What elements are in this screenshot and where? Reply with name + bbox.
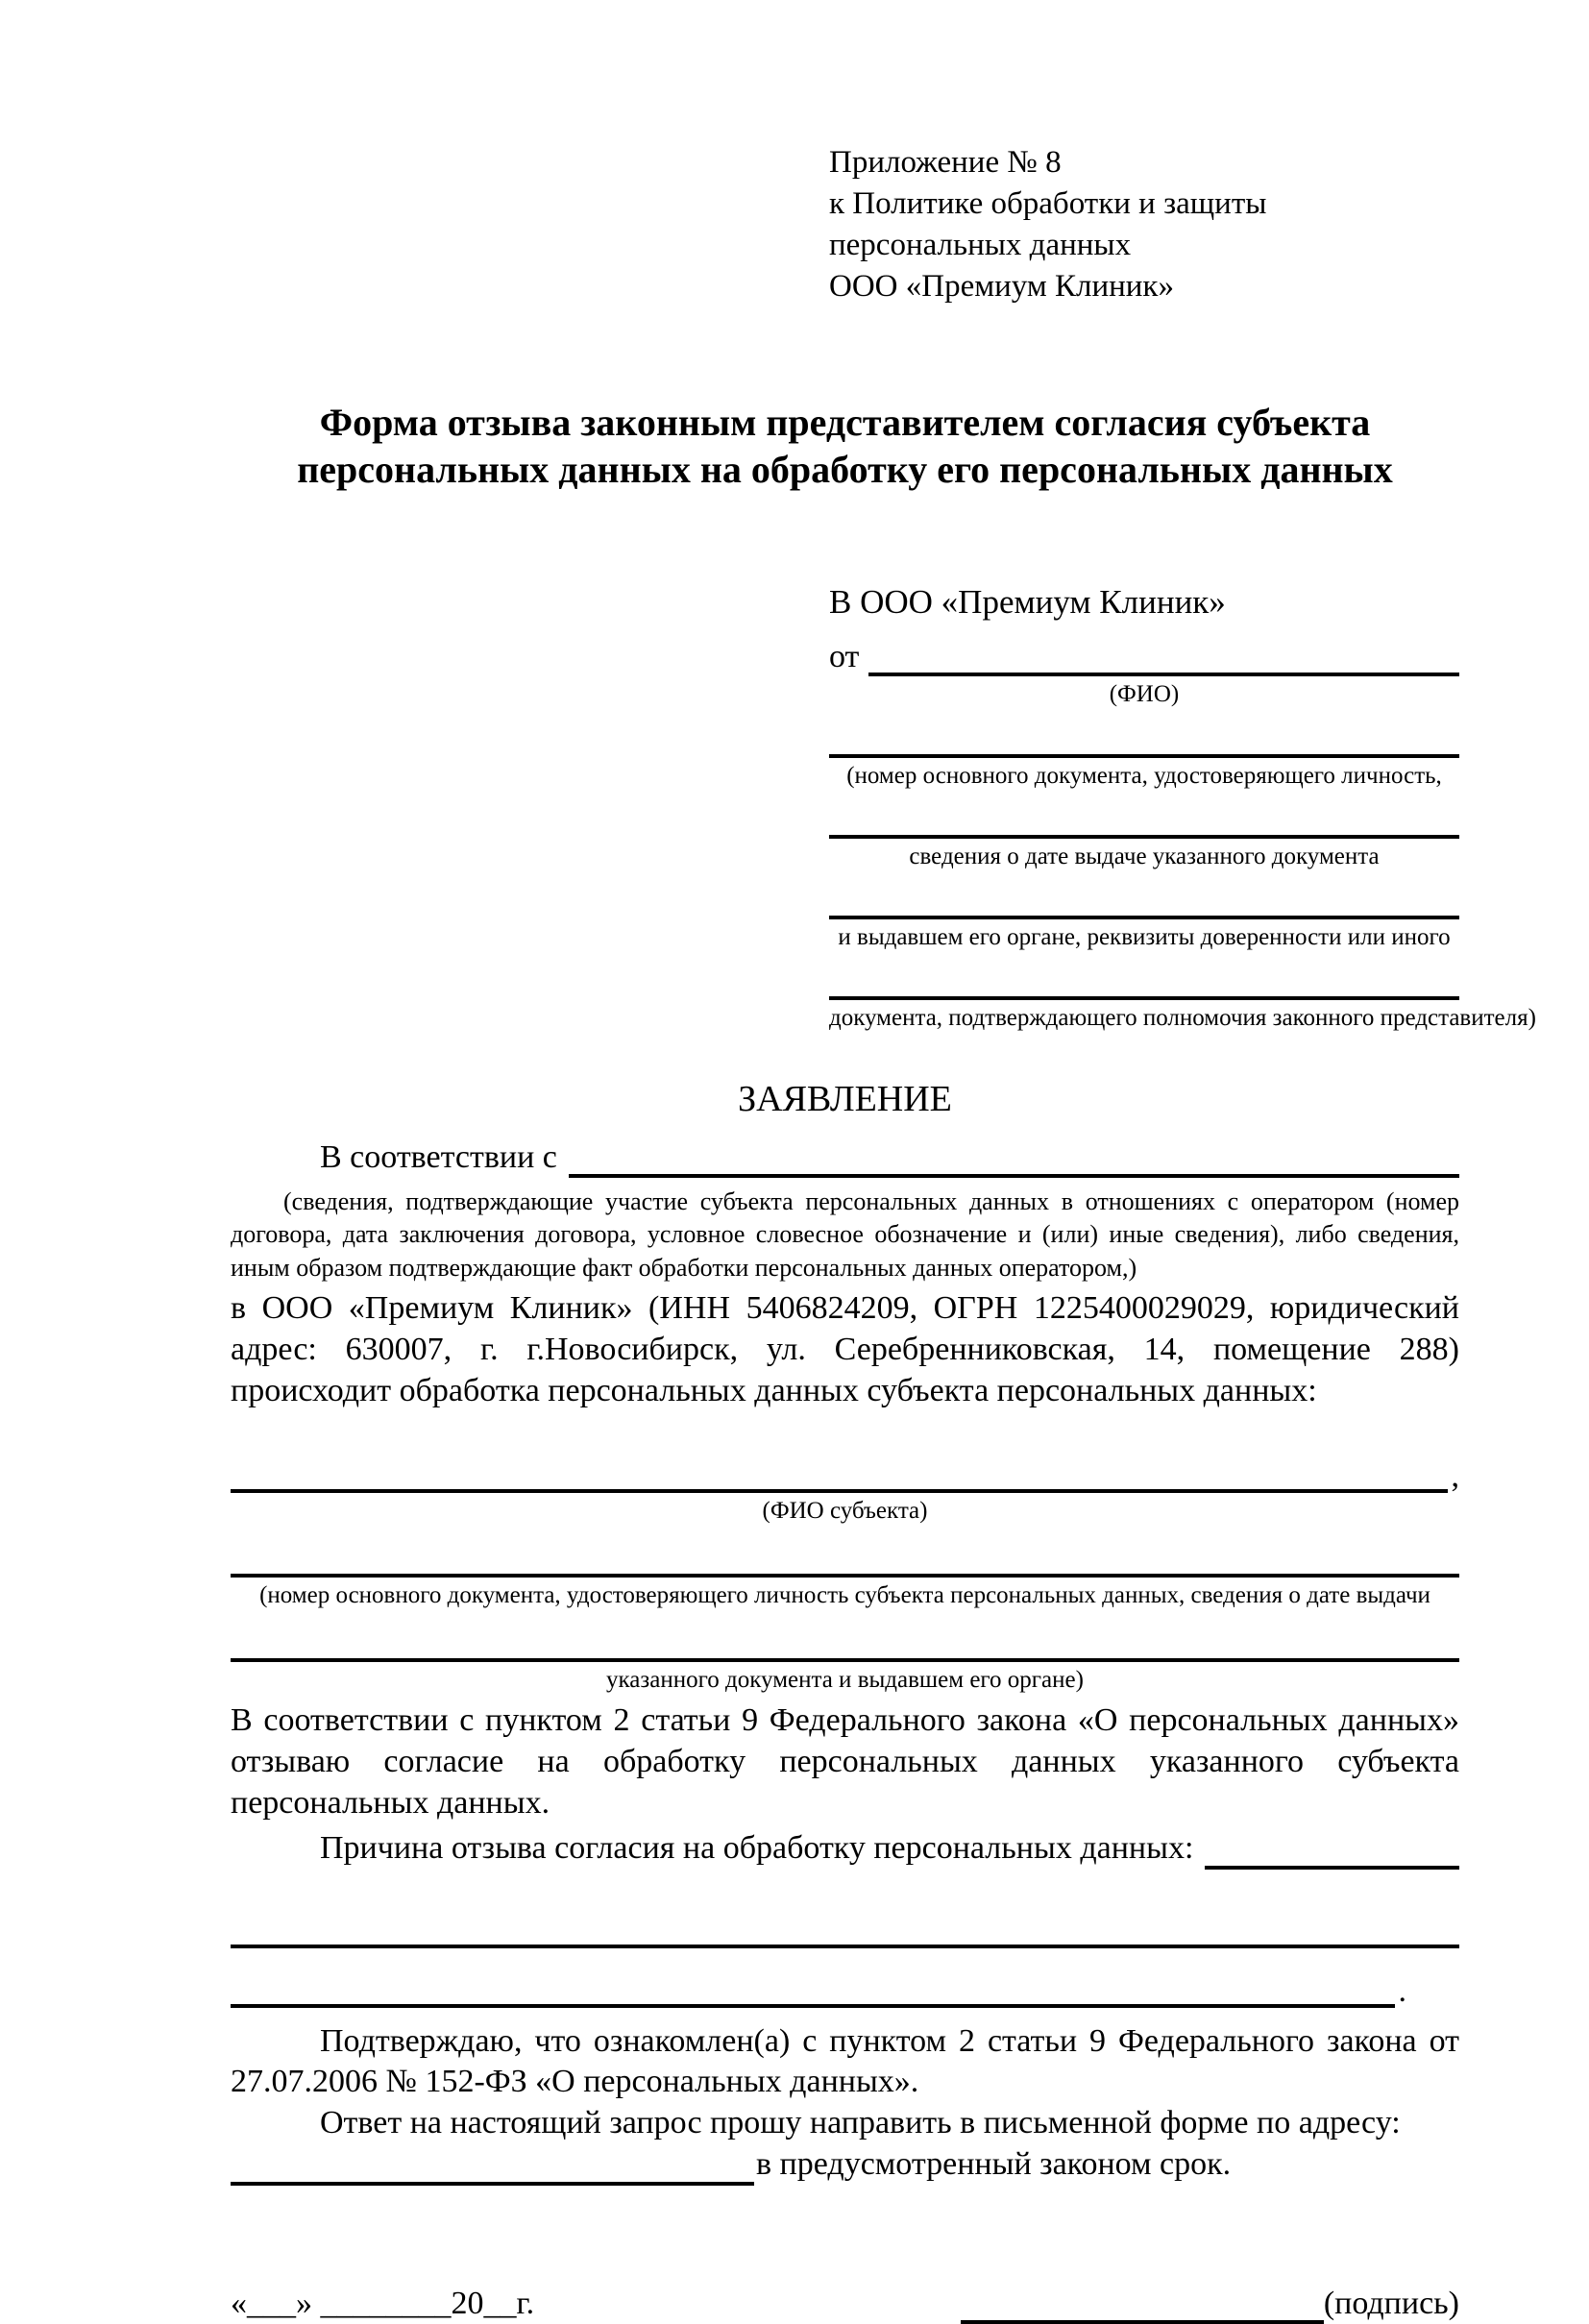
reason-period: .	[1398, 1972, 1406, 2009]
reply-address-blank-line	[231, 2145, 754, 2186]
representative-doc-caption: сведения о дате выдаче указанного документа	[909, 843, 1380, 869]
signature-blank-line	[961, 2284, 1324, 2324]
subject-doc-blank-line	[231, 1526, 1459, 1578]
subject-fio-blank-line	[231, 1489, 1448, 1493]
from-label: от	[829, 638, 860, 674]
annex-header	[829, 142, 1459, 307]
subject-doc-blank-line	[231, 1610, 1459, 1662]
date-field: «___» ________20__г.	[231, 2286, 535, 2322]
fio-blank-line	[868, 673, 1459, 676]
reply-paragraph: Ответ на настоящий запрос прошу направить в письменной форме по адресу:	[320, 2105, 1401, 2141]
annex-line: ООО «Премиум Клиник»	[829, 269, 1174, 304]
reason-extra-blank-line	[231, 1948, 1395, 2008]
addressee-block	[829, 582, 1536, 1034]
subject-fio-row	[231, 1457, 1459, 1494]
annex-line: персональных данных	[829, 228, 1132, 262]
reason-row	[231, 1828, 1459, 1870]
reply-address-row	[231, 2144, 1459, 2186]
intro-row	[231, 1138, 1459, 1179]
from-row	[829, 638, 1459, 677]
reply-suffix: в предусмотренный законом срок.	[756, 2146, 1232, 2183]
subject-doc-caption: указанного документа и выдавшем его органе)	[606, 1667, 1084, 1694]
confirm-paragraph: Подтверждаю, что ознакомлен(а) с пунктом 2 статьи 9 Федерального закона от 27.07.2006 № 152-ФЗ «О персональных данных».	[231, 2022, 1459, 2100]
representative-doc-blank-line	[829, 710, 1459, 758]
signature-caption: (подпись)	[1323, 2286, 1459, 2322]
subject-fio-comma: ,	[1451, 1457, 1459, 1494]
subject-fio-caption: (ФИО субъекта)	[762, 1497, 928, 1524]
representative-doc-blank-line	[829, 952, 1459, 1000]
intro-blank-line	[569, 1174, 1459, 1178]
representative-doc-caption: и выдавшем его органе, реквизиты доверенности или иного	[838, 924, 1451, 951]
subject-doc-caption: (номер основного документа, удостоверяющего личность субъекта персональных данных, сведения о дате выдачи	[259, 1581, 1430, 1608]
addressee-to: В ООО «Премиум Клиник»	[829, 582, 1226, 621]
form-title: Форма отзыва законным представителем согласия субъекта персональных данных на обработку его персональных данных	[297, 401, 1393, 491]
fio-caption: (ФИО)	[1109, 681, 1180, 708]
representative-doc-blank-line	[829, 791, 1459, 839]
reason-extra-blank-line	[231, 1870, 1459, 1948]
annex-line: к Политике обработки и защиты	[829, 186, 1267, 221]
representative-doc-blank-line	[829, 871, 1459, 919]
annex-line: Приложение № 8	[829, 145, 1062, 180]
withdraw-paragraph: В соответствии с пунктом 2 статьи 9 Федерального закона «О персональных данных» отзываю согласие на обработку персональных данных указанного субъекта персональных данных.	[231, 1702, 1459, 1821]
reason-extra-row	[231, 1948, 1459, 2008]
statement-heading: ЗАЯВЛЕНИЕ	[738, 1078, 952, 1119]
representative-doc-caption: (номер основного документа, удостоверяющего личность,	[846, 762, 1442, 789]
reason-label: Причина отзыва согласия на обработку персональных данных:	[320, 1829, 1194, 1866]
reason-blank-line	[1205, 1866, 1459, 1870]
footer-row	[231, 2284, 1459, 2324]
operator-paragraph: в ООО «Премиум Клиник» (ИНН 5406824209, ОГРН 1225400029029, юридический адрес: 630007, г. г.Новосибирск, ул. Серебренниковская, 14, помещение 288) происходит обработка персональных данных субъекта персональных данных:	[231, 1290, 1459, 1408]
representative-doc-caption: документа, подтверждающего полномочия законного представителя)	[829, 1005, 1536, 1032]
intro-note: (сведения, подтверждающие участие субъекта персональных данных в отношениях с оператором (номер договора, дата заключения договора, условное словесное обозначение и (или) иные сведения), либо сведения, иным образом подтверждающие факт обработки персональных данных оператором,)	[231, 1187, 1459, 1282]
intro-prefix: В соответствии с	[320, 1138, 557, 1175]
